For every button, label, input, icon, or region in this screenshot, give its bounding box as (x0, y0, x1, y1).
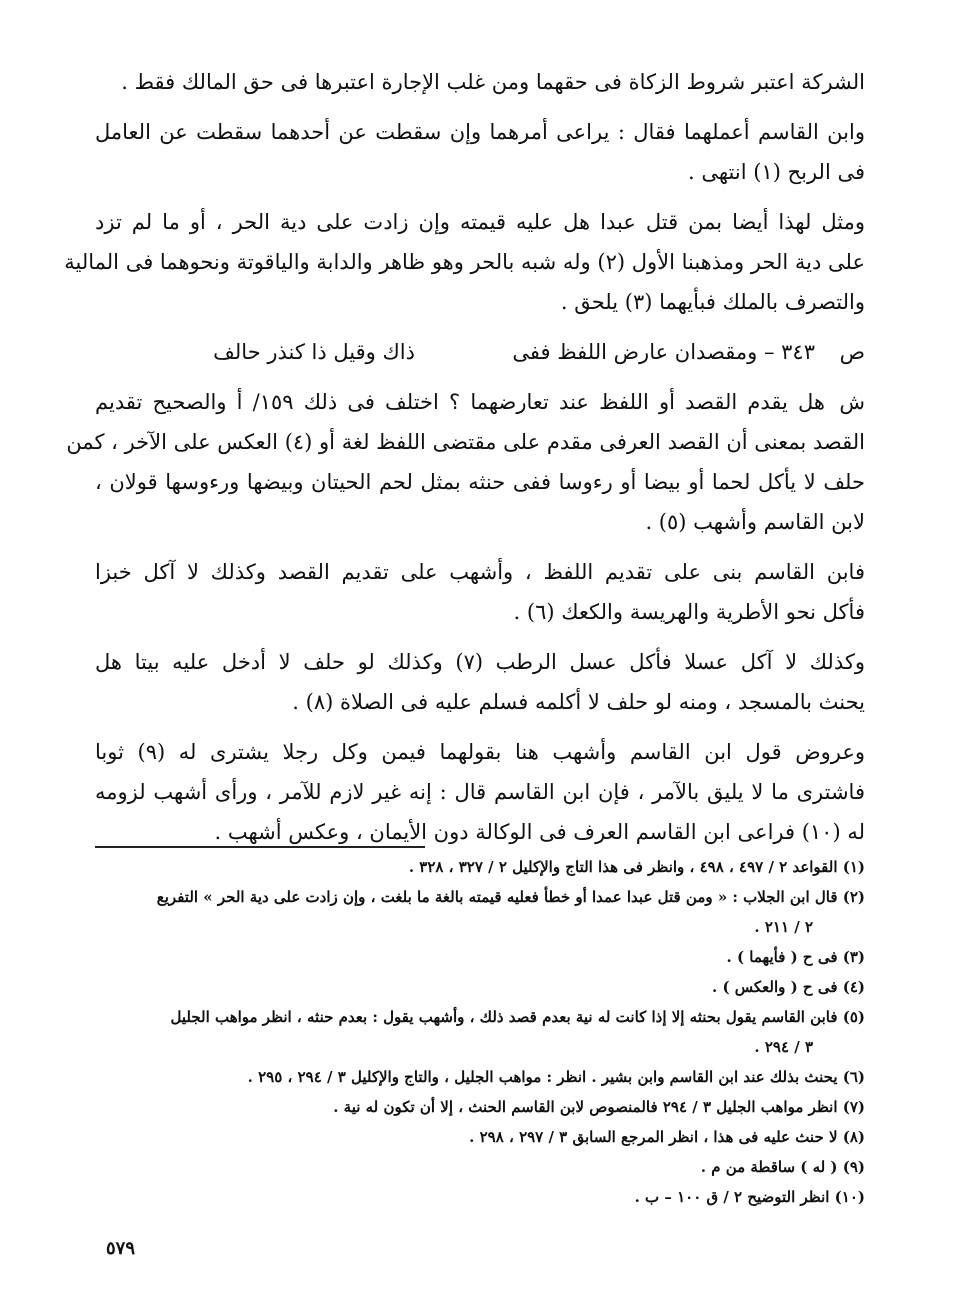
footnote-continuation: ٣ / ٢٩٤ . (754, 1038, 813, 1056)
paragraph-7 (95, 732, 865, 852)
paragraph-3 (64, 202, 865, 322)
paragraph-1 (95, 62, 865, 102)
verse-hemistich-1: ٣٤٣ – ومقصدان عارض اللفظ ففى (512, 340, 815, 364)
footnote-divider (95, 846, 425, 848)
text-line: القصد بمعنى أن القصد العرفى مقدم على مقتضى اللفظ لغة أو (٤) العكس على الآخر ، كمن (66, 430, 865, 454)
main-text (64, 62, 865, 862)
text-line: حلف لا يأكل لحما أو بيضا أو رءوسا ففى حنثه بمثل لحم الحيتان وبيضها ورءوسها قولان ، (95, 470, 865, 494)
footnote: (٩) ( له ) ساقطة من م . (700, 1158, 865, 1176)
text-line: فاشترى ما لا يليق بالآمر ، فإن ابن القاسم قال : إنه غير لازم للآمر ، ورأى أشهب لزومه (95, 780, 865, 804)
verse-line (95, 332, 865, 372)
footnote: (٨) لا حنث عليه فى هذا ، انظر المرجع السابق ٣ / ٢٩٧ ، ٢٩٨ . (469, 1128, 865, 1146)
footnote: (٣) فى ح ( فأيهما ) . (726, 948, 865, 966)
footnote-continuation: ٢ / ٢١١ . (754, 918, 813, 936)
footnote: (١) القواعد ٢ / ٤٩٧ ، ٤٩٨ ، وانظر فى هذا التاج والإكليل ٢ / ٣٢٧ ، ٣٢٨ . (408, 858, 865, 876)
verse-label: ص (839, 340, 865, 364)
footnote: (٦) يحنث بذلك عند ابن القاسم وابن بشير . انظر : مواهب الجليل ، والتاج والإكليل ٣ / ٢٩٤ ، ٢٩٥ . (247, 1068, 865, 1086)
footnote: (٢) قال ابن الجلاب : « ومن قتل عبدا عمدا أو خطأ فعليه قيمته بالغة ما بلغت ، وإن زادت على دية الحر » التفريع (156, 888, 865, 906)
text-line: ومثل لهذا أيضا بمن قتل عبدا هل عليه قيمته وإن زادت على دية الحر ، أو ما لم تزد (95, 210, 865, 234)
paragraph-6 (95, 642, 865, 722)
commentary-label: ش (839, 390, 865, 414)
text-span: هل يقدم القصد أو اللفظ عند تعارضهما ؟ اختلف فى ذلك ١٥٩/ أ والصحيح تقديم (95, 390, 825, 414)
page-number: ٥٧٩ (106, 1238, 136, 1259)
footnotes (95, 852, 865, 1212)
text-line: لابن القاسم وأشهب (٥) . (645, 510, 865, 534)
footnote: (٤) فى ح ( والعكس ) . (712, 978, 865, 996)
paragraph-2 (95, 112, 865, 192)
text-line (95, 382, 865, 422)
text-line: وكذلك لا آكل عسلا فأكل عسل الرطب (٧) وكذلك لو حلف لا أدخل عليه بيتا هل (95, 650, 865, 674)
text-line: والتصرف بالملك فبأيهما (٣) يلحق . (560, 290, 865, 314)
paragraph-commentary (66, 382, 865, 542)
text-line: وعروض قول ابن القاسم وأشهب هنا بقولهما فيمن وكل رجلا يشترى له (٩) ثوبا (95, 740, 865, 764)
paragraph-5 (95, 552, 865, 632)
footnote: (٧) انظر مواهب الجليل ٣ / ٢٩٤ فالمنصوص لابن القاسم الحنث ، إلا أن تكون له نية . (333, 1098, 865, 1116)
verse-hemistich-2: ذاك وقيل ذا كنذر حالف (213, 340, 415, 364)
footnote: (١٠) انظر التوضيح ٢ / ق ١٠٠ – ب . (634, 1188, 865, 1206)
text-line: وابن القاسم أعملهما فقال : يراعى أمرهما وإن سقطت عن أحدهما سقطت عن العامل (95, 120, 865, 144)
text-line: يحنث بالمسجد ، ومنه لو حلف لا أكلمه فسلم عليه فى الصلاة (٨) . (292, 690, 865, 714)
text-line: على دية الحر ومذهبنا الأول (٢) وله شبه بالحر وهو ظاهر والدابة والياقوتة ونحوهما فى المالية (64, 250, 865, 274)
text-line: الشركة اعتبر شروط الزكاة فى حقهما ومن غلب الإجارة اعتبرها فى حق المالك فقط . (121, 70, 865, 94)
text-line: فأكل نحو الأطرية والهريسة والكعك (٦) . (513, 600, 865, 624)
text-line: فى الربح (١) انتهى . (687, 160, 865, 184)
footnote: (٥) فابن القاسم يقول بحنثه إلا إذا كانت له نية بعدم قصد ذلك ، وأشهب يقول : بعدم حنثه ، انظر مواهب الجليل (170, 1008, 865, 1026)
text-line: فابن القاسم بنى على تقديم اللفظ ، وأشهب على تقديم القصد وكذلك لا آكل خبزا (95, 560, 865, 584)
text-line: له (١٠) فراعى ابن القاسم العرف فى الوكالة دون الأيمان ، وعكس أشهب . (214, 820, 865, 844)
